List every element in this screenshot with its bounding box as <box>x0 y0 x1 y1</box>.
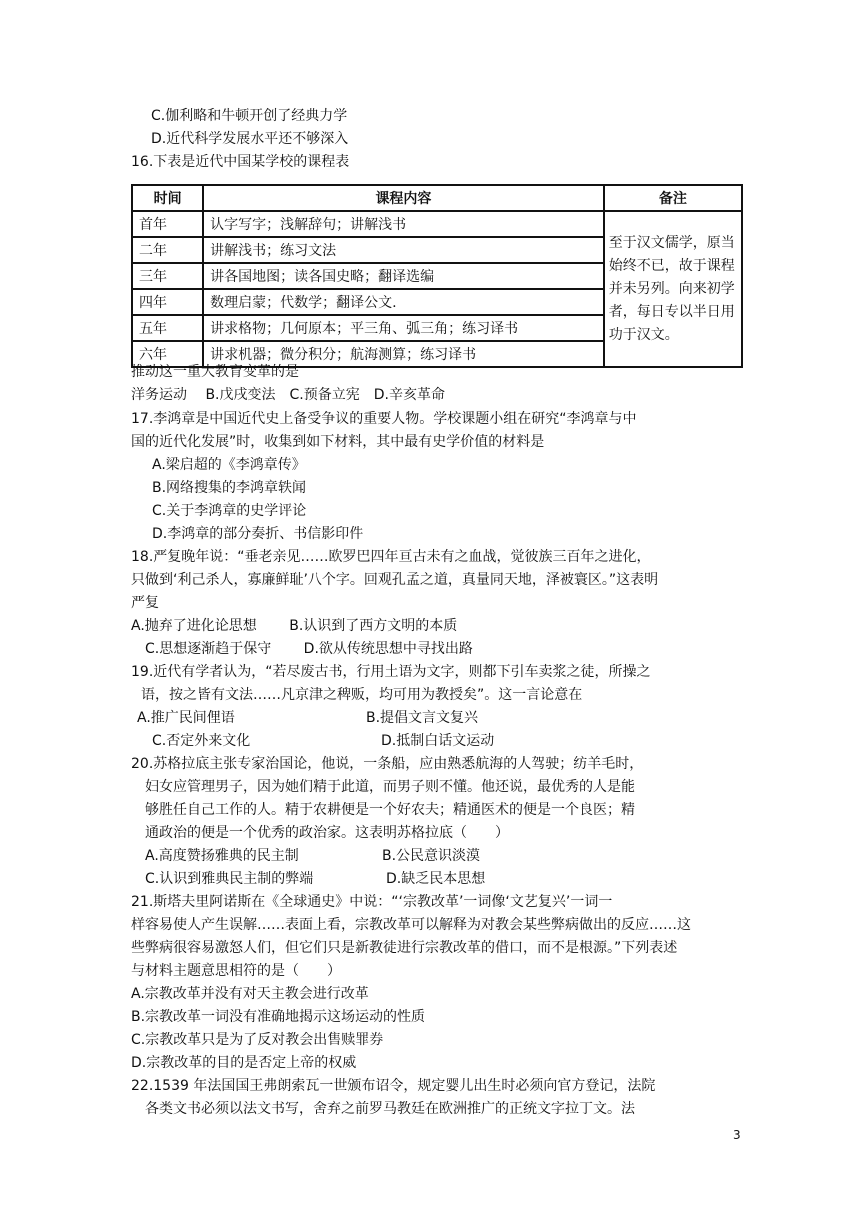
option-21-b: B.宗教改革一词没有准确地揭示这场运动的性质 <box>131 1009 426 1025</box>
question-20-stem: 20.苏格拉底主张专家治国论，他说，一条船，应由熟悉航海的人驾驶；纺羊毛时， <box>131 756 644 772</box>
line-c-15: C.伽利略和牛顿开创了经典力学 <box>151 108 348 124</box>
note-cell: 至于汉文儒学，原当始终不已，故于课程并未另列。向来初学者，每日专以半日用功于汉文。 <box>604 211 742 367</box>
question-19-stem: 19.近代有学者认为，“若尽废古书，行用土语为文字，则都下引车卖浆之徒，所操之 <box>131 664 651 680</box>
year-cell: 五年 <box>132 315 203 341</box>
question-20-stem-3: 够胜任自己工作的人。精于农耕便是一个好农夫；精通医术的便是一个良医；精 <box>145 802 635 818</box>
question-18-stem: 18.严复晚年说：“垂老亲见……欧罗巴四年亘古未有之血战，觉彼族三百年之进化， <box>131 549 651 565</box>
question-22-stem-2: 各类文书必须以法文书写，舍弃之前罗马教廷在欧洲推广的正统文字拉丁文。法 <box>145 1101 635 1117</box>
option-17-b: B.网络搜集的李鸿章轶闻 <box>152 480 307 496</box>
option-17-d: D.李鸿章的部分奏折、书信影印件 <box>152 526 364 542</box>
year-cell: 四年 <box>132 289 203 315</box>
question-17-stem-cont: 国的近代化发展”时，收集到如下材料，其中最有史学价值的材料是 <box>131 434 545 450</box>
option-21-a: A.宗教改革并没有对天主教会进行改革 <box>131 986 369 1002</box>
page-number: 3 <box>733 1128 741 1142</box>
option-17-a: A.梁启超的《李鸿章传》 <box>152 457 306 473</box>
year-cell: 三年 <box>132 263 203 289</box>
content-cell: 认字写字；浅解辞句；讲解浅书 <box>203 211 604 237</box>
option-17-c: C.关于李鸿章的史学评论 <box>152 503 307 519</box>
question-16-prompt: 推动这一重大教育变革的是 <box>131 364 299 380</box>
header-time: 时间 <box>132 185 203 211</box>
option-20-a: A.高度赞扬雅典的民主制 <box>145 848 299 864</box>
question-20-stem-4: 通政治的便是一个优秀的政治家。这表明苏格拉底（ ） <box>145 825 509 841</box>
header-note: 备注 <box>604 185 742 211</box>
question-21-stem-2: 样容易使人产生误解……表面上看，宗教改革可以解释为对教会某些弊病做出的反应……这 <box>131 917 691 933</box>
question-16-options: 洋务运动 B.戊戌变法 C.预备立宪 D.辛亥革命 <box>131 387 445 403</box>
question-21-stem-3: 些弊病很容易激怒人们，但它们只是新教徒进行宗教改革的借口，而不是根源。”下列表述 <box>131 940 678 956</box>
question-21-stem-4: 与材料主题意思相符的是（ ） <box>131 963 341 979</box>
question-18-stem-cont: 只做到‘利己杀人，寡廉鲜耻’八个字。回观孔孟之道，真量同天地，泽被寰区。”这表明 <box>131 572 659 588</box>
content-cell: 讲求格物；几何原本；平三角、弧三角；练习译书 <box>203 315 604 341</box>
option-20-d: D.缺乏民本思想 <box>386 871 486 887</box>
option-21-c: C.宗教改革只是为了反对教会出售赎罪券 <box>131 1032 384 1048</box>
option-20-c: C.认识到雅典民主制的弊端 <box>145 871 314 887</box>
course-table <box>131 184 743 368</box>
header-content: 课程内容 <box>203 185 604 211</box>
question-18-stem-end: 严复 <box>131 595 159 611</box>
option-18-cd: C.思想逐渐趋于保守 D.欲从传统思想中寻找出路 <box>145 641 473 657</box>
content-cell: 数理启蒙；代数学；翻译公文. <box>203 289 604 315</box>
question-16-stem: 16.下表是近代中国某学校的课程表 <box>131 154 350 170</box>
option-19-c: C.否定外来文化 <box>152 733 251 749</box>
content-cell: 讲求机器；微分积分；航海测算；练习译书 <box>203 341 604 367</box>
question-21-stem: 21.斯塔夫里阿诺斯在《全球通史》中说：“‘宗教改革’一词像‘文艺复兴’一词一 <box>131 894 613 910</box>
content-cell: 讲解浅书；练习文法 <box>203 237 604 263</box>
year-cell: 首年 <box>132 211 203 237</box>
question-22-stem: 22.1539 年法国国王弗朗索瓦一世颁布诏令，规定婴儿出生时必须向官方登记，法院 <box>131 1078 656 1094</box>
question-20-stem-2: 妇女应管理男子，因为她们精于此道，而男子则不懂。他还说，最优秀的人是能 <box>145 779 635 795</box>
table-row <box>132 211 742 237</box>
year-cell: 二年 <box>132 237 203 263</box>
table-header-row <box>132 185 742 211</box>
option-19-d: D.抵制白话文运动 <box>381 733 495 749</box>
option-21-d: D.宗教改革的目的是否定上帝的权威 <box>131 1055 357 1071</box>
option-19-b: B.提倡文言文复兴 <box>366 710 479 726</box>
option-18-ab: A.抛弃了进化论思想 B.认识到了西方文明的本质 <box>131 618 458 634</box>
question-19-stem-cont: 语，按之皆有文法……凡京津之稗贩，均可用为教授矣”。这一言论意在 <box>141 687 583 703</box>
year-cell: 六年 <box>132 341 203 367</box>
content-cell: 讲各国地图；读各国史略；翻译选编 <box>203 263 604 289</box>
line-d-15: D.近代科学发展水平还不够深入 <box>151 131 349 147</box>
option-19-a: A.推广民间俚语 <box>137 710 235 726</box>
option-20-b: B.公民意识淡漠 <box>382 848 481 864</box>
question-17-stem: 17.李鸿章是中国近代史上备受争议的重要人物。学校课题小组在研究“李鸿章与中 <box>131 411 637 427</box>
